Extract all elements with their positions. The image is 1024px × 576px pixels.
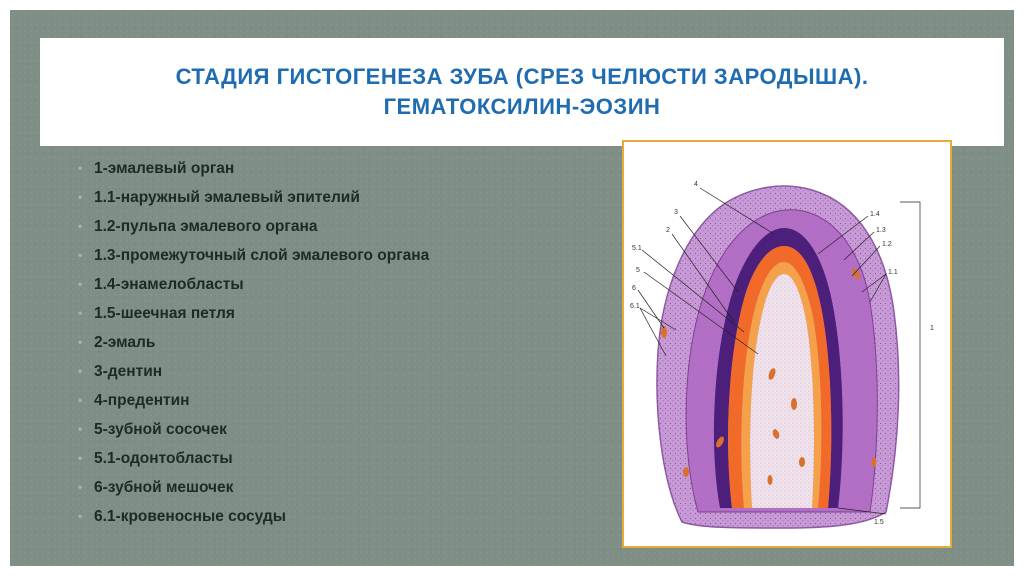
- list-item: • 1.1-наружный эмалевый эпителий: [78, 183, 429, 212]
- list-item: • 3-дентин: [78, 357, 429, 386]
- list-item: • 6.1-кровеносные сосуды: [78, 502, 429, 531]
- label-5: 5: [636, 267, 640, 274]
- list-item: • 2-эмаль: [78, 328, 429, 357]
- title-box: [40, 38, 1004, 146]
- tooth-histology-figure: [622, 140, 952, 548]
- label-4: 4: [694, 181, 698, 188]
- list-item: • 1.4-энамелобласты: [78, 270, 429, 299]
- label-1-1: 1.1: [888, 269, 898, 276]
- list-item: • 4-предентин: [78, 386, 429, 415]
- list-item: • 1.3-промежуточный слой эмалевого органа: [78, 241, 429, 270]
- label-1-4: 1.4: [870, 211, 880, 218]
- label-6-1: 6.1: [630, 303, 640, 310]
- list-item: • 1-эмалевый орган: [78, 154, 429, 183]
- list-item: • 5.1-одонтобласты: [78, 444, 429, 473]
- label-1-5: 1.5: [874, 519, 884, 526]
- title-line-1: СТАДИЯ ГИСТОГЕНЕЗА ЗУБА (СРЕЗ ЧЕЛЮСТИ ЗАРОДЫША).: [175, 64, 869, 89]
- terms-list: [78, 154, 429, 531]
- label-1: 1: [930, 325, 934, 332]
- list-item: • 1.5-шеечная петля: [78, 299, 429, 328]
- list-item: • 5-зубной сосочек: [78, 415, 429, 444]
- title-line-2: ГЕМАТОКСИЛИН-ЭОЗИН: [383, 94, 661, 119]
- label-6: 6: [632, 285, 636, 292]
- tooth-section-drawing: [624, 142, 950, 546]
- list-item: • 6-зубной мешочек: [78, 473, 429, 502]
- list-item: • 1.2-пульпа эмалевого органа: [78, 212, 429, 241]
- label-2: 2: [666, 227, 670, 234]
- label-5-1: 5.1: [632, 245, 642, 252]
- label-3: 3: [674, 209, 678, 216]
- label-1-2: 1.2: [882, 241, 892, 248]
- label-1-3: 1.3: [876, 227, 886, 234]
